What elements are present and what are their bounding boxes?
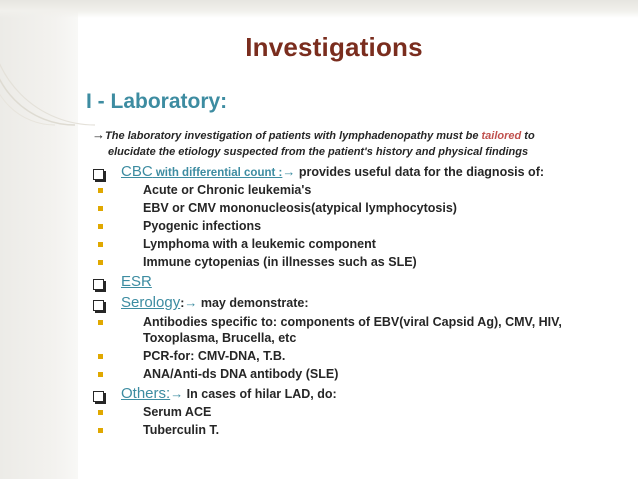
gold-square-bullet-icon <box>98 320 103 325</box>
intro-text-after: to <box>521 130 535 142</box>
section-esr <box>121 273 152 290</box>
gold-square-bullet-icon <box>98 354 103 359</box>
checkbox-square-icon <box>93 277 104 293</box>
section-tail: In cases of hilar LAD, do: <box>183 387 337 401</box>
gold-square-bullet-icon <box>98 372 103 377</box>
checkbox-square-icon <box>93 389 104 405</box>
list-item: PCR-for: CMV-DNA, T.B. <box>143 349 286 363</box>
section-header-esr: ESR <box>121 273 152 290</box>
list-item: EBV or CMV mononucleosis(atypical lymphocytosis) <box>143 201 457 215</box>
gold-square-bullet-icon <box>98 410 103 415</box>
list-item: Lymphoma with a leukemic component <box>143 237 376 251</box>
right-arrow-icon: → <box>92 127 105 142</box>
list-item: Pyogenic infections <box>143 219 262 233</box>
checkbox-square-icon <box>93 167 104 183</box>
slide-title: Investigations <box>245 32 423 62</box>
intro-paragraph <box>92 127 612 160</box>
list-item: Tuberculin T. <box>143 423 220 437</box>
gold-square-bullet-icon <box>98 224 103 229</box>
list-item: Serum ACE <box>143 405 212 419</box>
section-colon: : <box>180 296 185 310</box>
intro-line-2: elucidate the etiology suspected from the patient's history and physical findings <box>108 146 529 158</box>
right-arrow-icon: → <box>282 164 296 179</box>
gold-square-bullet-icon <box>98 188 103 193</box>
section-serology <box>121 294 309 311</box>
section-header-serology: Serology <box>121 294 181 311</box>
list-item: Immune cytopenias (in illnesses such as SLE) <box>143 255 417 269</box>
list-item: Antibodies specific to: components of EBV(viral Capsid Ag), CMV, HIV, Toxoplasma, Brucella, etc <box>143 315 562 345</box>
intro-text: The laboratory investigation of patients with lymphadenopathy must be <box>105 130 482 142</box>
gold-square-bullet-icon <box>98 428 103 433</box>
gold-square-bullet-icon <box>98 242 103 247</box>
list-item: Acute or Chronic leukemia's <box>143 183 312 197</box>
section-tail: provides useful data for the diagnosis of: <box>295 165 545 179</box>
right-arrow-icon: → <box>170 386 184 401</box>
section-tail: may demonstrate: <box>197 296 309 310</box>
section-heading: I - Laboratory: <box>86 90 228 113</box>
list-item: ANA/Anti-ds DNA antibody (SLE) <box>143 367 339 381</box>
gold-square-bullet-icon <box>98 260 103 265</box>
checkbox-square-icon <box>93 298 104 314</box>
intro-highlight: tailored <box>481 130 522 142</box>
section-others <box>121 385 337 402</box>
section-header-cbc: CBC <box>121 163 153 180</box>
section-header-others: Others: <box>121 385 171 402</box>
section-header-cbc-suffix: with differential count : <box>152 167 283 179</box>
right-arrow-icon: → <box>184 295 198 310</box>
gold-square-bullet-icon <box>98 206 103 211</box>
section-cbc <box>121 163 544 180</box>
